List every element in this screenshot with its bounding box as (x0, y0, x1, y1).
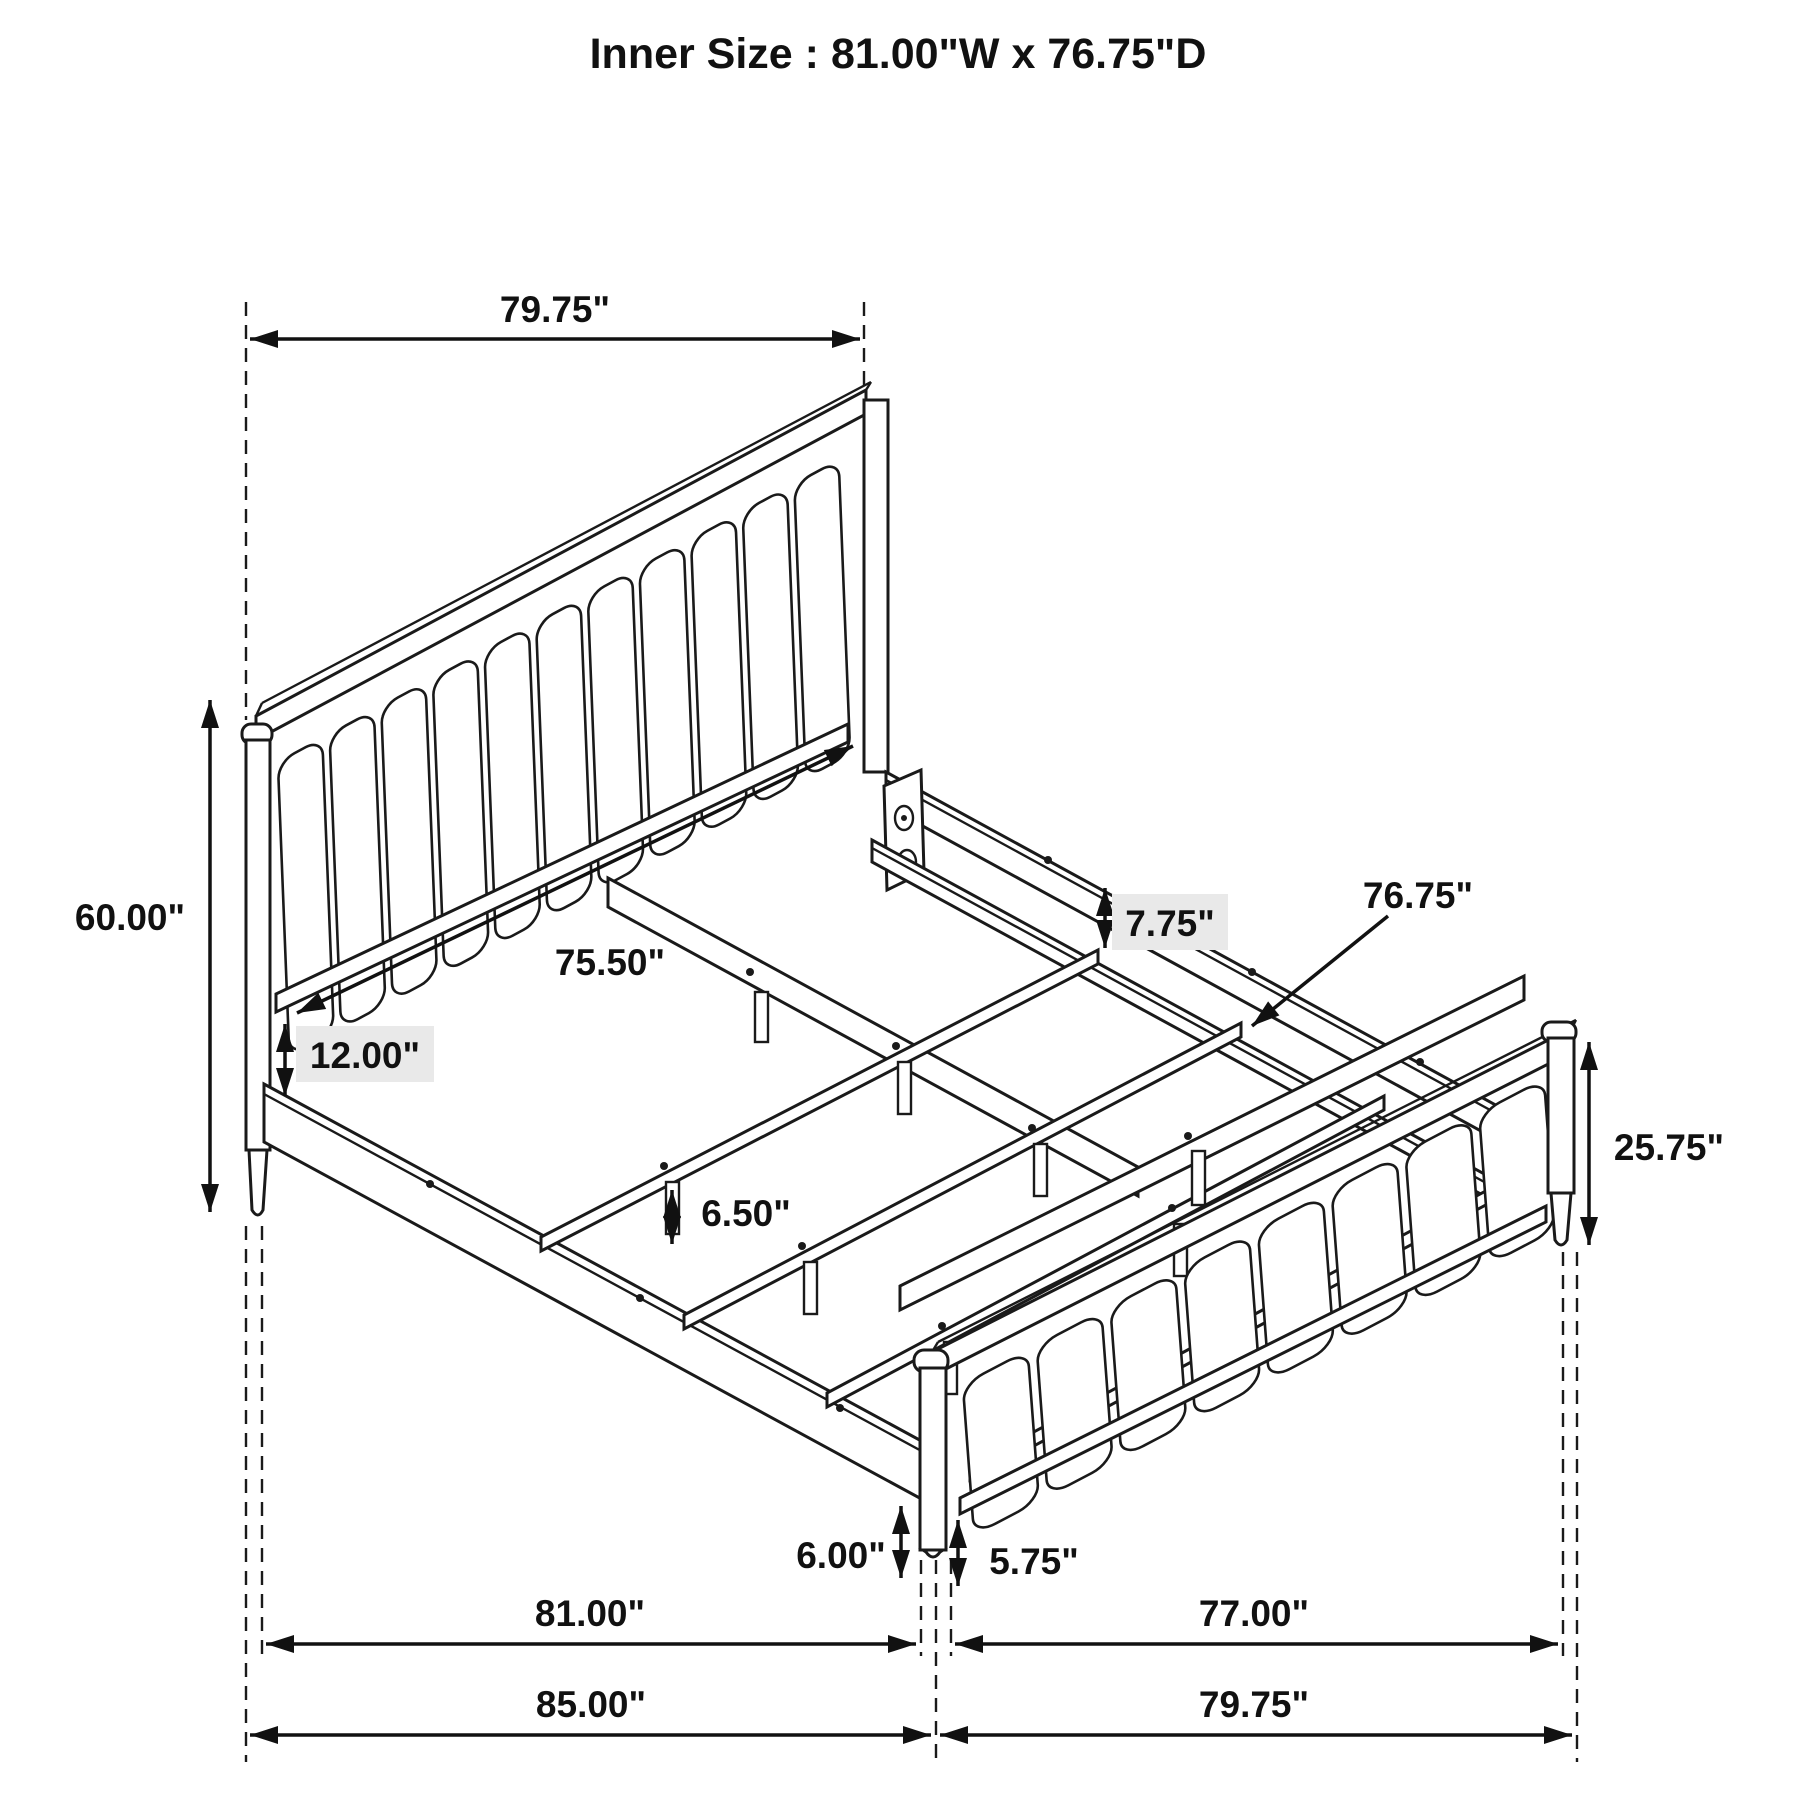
dim-front-leg-label: 5.75" (989, 1541, 1079, 1582)
center-rail-leg (755, 992, 768, 1042)
page-title: Inner Size : 81.00"W x 76.75"D (589, 30, 1207, 78)
dim-frame-depth-label: 77.00" (1198, 1593, 1310, 1634)
footboard-front-post (920, 1368, 946, 1550)
dim-slat-drop-label: 7.75" (1125, 903, 1215, 944)
dim-slat-leg-label: 6.50" (701, 1193, 791, 1234)
dim-rail-clearance-label: 6.00" (796, 1535, 886, 1576)
dim-inner-width-label: 75.50" (554, 942, 666, 983)
center-support-rail (608, 878, 1138, 1196)
dim-headboard-width-label: 79.75" (499, 289, 611, 330)
front-rail-leg (1192, 1151, 1205, 1205)
slat-leg (898, 1062, 911, 1114)
dim-panel-gap-label: 12.00" (309, 1035, 421, 1076)
projection-guides (246, 302, 1577, 1762)
headboard (242, 382, 888, 1215)
slat-leg (1034, 1144, 1047, 1196)
dim-overall-depth-label: 79.75" (1198, 1684, 1310, 1725)
dim-footboard-height-label: 25.75" (1613, 1127, 1725, 1168)
headboard-right-post (864, 400, 888, 772)
dim-overall-width-label: 85.00" (535, 1684, 647, 1725)
dim-frame-width-label: 81.00" (534, 1593, 646, 1634)
footboard-front-leg (923, 1550, 943, 1557)
footboard-right-post (1548, 1038, 1574, 1193)
dim-slat-length-label: 76.75" (1362, 875, 1474, 916)
footboard-right-leg (1551, 1193, 1571, 1245)
headboard-left-leg (249, 1150, 267, 1215)
dim-headboard-height-label: 60.00" (74, 897, 186, 938)
slat-leg (804, 1262, 817, 1314)
